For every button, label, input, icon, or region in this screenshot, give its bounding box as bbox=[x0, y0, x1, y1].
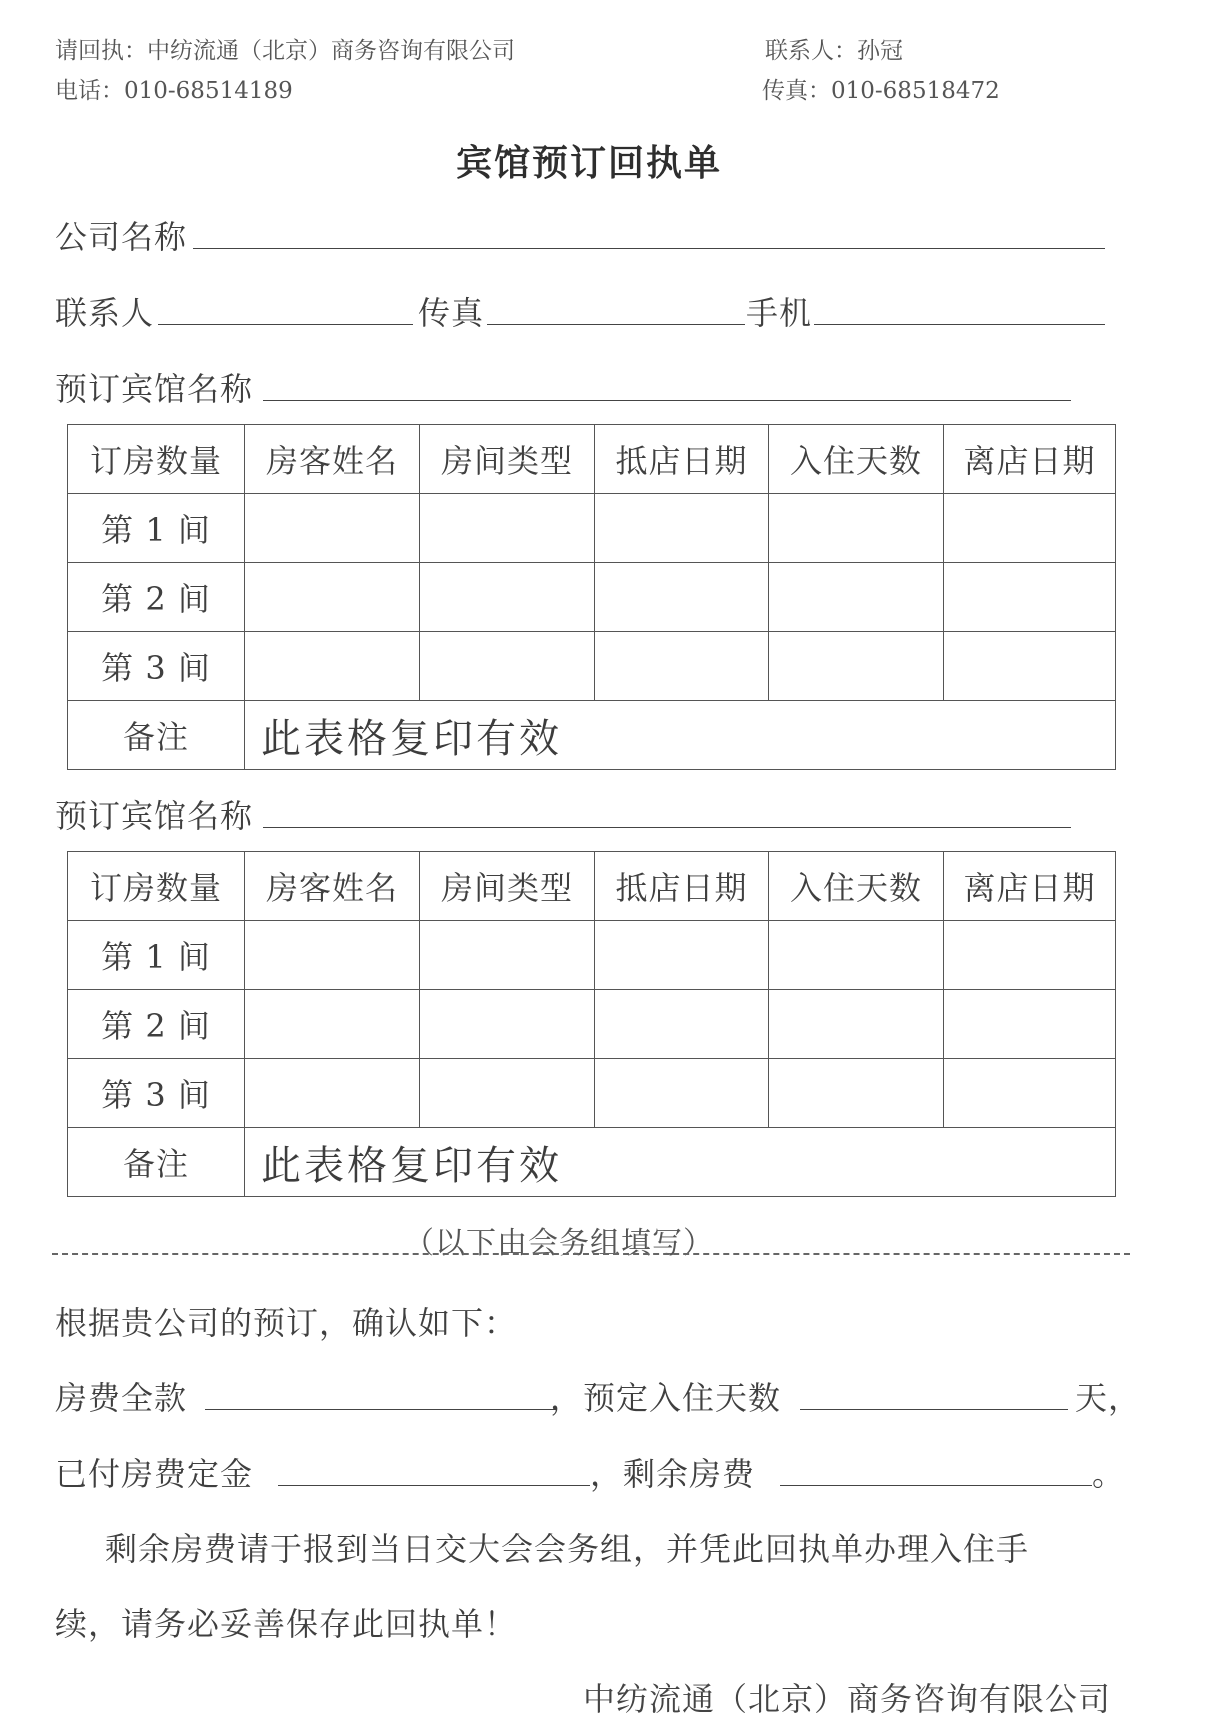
contact-text: 联系人：孙冠 bbox=[765, 38, 903, 64]
header-cell: 入住天数 bbox=[769, 425, 944, 494]
full-fee-input-line[interactable] bbox=[205, 1409, 555, 1410]
mobile-label: 手机 bbox=[746, 294, 813, 332]
stay-days-cell[interactable] bbox=[769, 563, 944, 632]
full-fee-label: 房费全款 bbox=[55, 1379, 188, 1417]
room-type-cell[interactable] bbox=[420, 494, 595, 563]
header-cell: 离店日期 bbox=[944, 425, 1116, 494]
room-type-cell[interactable] bbox=[420, 1059, 595, 1128]
table-row bbox=[68, 563, 1116, 632]
guest-name-cell[interactable] bbox=[245, 1059, 420, 1128]
stay-days-cell[interactable] bbox=[769, 921, 944, 990]
departure-date-cell[interactable] bbox=[944, 632, 1116, 701]
room-label: 第 1 间 bbox=[68, 921, 245, 990]
remaining-fee-input-line[interactable] bbox=[780, 1485, 1092, 1486]
booking-table-1 bbox=[67, 424, 1116, 770]
stay-days-prefix: ，预定入住天数 bbox=[550, 1379, 782, 1417]
note-label: 备注 bbox=[68, 701, 245, 770]
table-row bbox=[68, 1059, 1116, 1128]
contact-person-label: 联系人 bbox=[55, 294, 155, 332]
header-cell: 订房数量 bbox=[68, 425, 245, 494]
room-label: 第 2 间 bbox=[68, 990, 245, 1059]
note-text: 此表格复印有效 bbox=[245, 701, 1116, 770]
stay-days-suffix: 天， bbox=[1075, 1379, 1142, 1417]
fax-input-line[interactable] bbox=[487, 324, 745, 325]
remaining-fee-prefix: ，剩余房费 bbox=[590, 1455, 756, 1493]
hotel-name-input-line-2[interactable] bbox=[263, 827, 1071, 828]
guest-name-cell[interactable] bbox=[245, 921, 420, 990]
dashed-divider bbox=[52, 1253, 1130, 1255]
company-label: 公司名称 bbox=[55, 218, 188, 256]
room-label: 第 1 间 bbox=[68, 494, 245, 563]
table-note-row bbox=[68, 701, 1116, 770]
header-cell: 房间类型 bbox=[420, 425, 595, 494]
stay-days-cell[interactable] bbox=[769, 990, 944, 1059]
guest-name-cell[interactable] bbox=[245, 563, 420, 632]
table-note-row bbox=[68, 1128, 1116, 1197]
notice-line-2: 续，请务必妥善保存此回执单！ bbox=[55, 1605, 518, 1643]
company-input-line[interactable] bbox=[193, 248, 1105, 249]
arrival-date-cell[interactable] bbox=[595, 563, 769, 632]
departure-date-cell[interactable] bbox=[944, 563, 1116, 632]
stay-days-cell[interactable] bbox=[769, 632, 944, 701]
header-cell: 房间类型 bbox=[420, 852, 595, 921]
separator-label: （以下由会务组填写） bbox=[404, 1226, 714, 1261]
phone-text: 电话：010-68514189 bbox=[55, 78, 293, 104]
arrival-date-cell[interactable] bbox=[595, 921, 769, 990]
header-cell: 房客姓名 bbox=[245, 852, 420, 921]
room-label: 第 2 间 bbox=[68, 563, 245, 632]
guest-name-cell[interactable] bbox=[245, 494, 420, 563]
room-type-cell[interactable] bbox=[420, 921, 595, 990]
footer-company: 中纺流通（北京）商务咨询有限公司 bbox=[583, 1680, 1112, 1718]
contact-person-input-line[interactable] bbox=[158, 324, 413, 325]
stay-days-input-line[interactable] bbox=[800, 1409, 1068, 1410]
stay-days-cell[interactable] bbox=[769, 1059, 944, 1128]
remaining-fee-period: 。 bbox=[1092, 1455, 1126, 1493]
departure-date-cell[interactable] bbox=[944, 990, 1116, 1059]
table-header-row bbox=[68, 425, 1116, 494]
header-cell: 抵店日期 bbox=[595, 425, 769, 494]
arrival-date-cell[interactable] bbox=[595, 1059, 769, 1128]
departure-date-cell[interactable] bbox=[944, 494, 1116, 563]
confirmation-intro: 根据贵公司的预订，确认如下： bbox=[55, 1304, 518, 1342]
table-row bbox=[68, 990, 1116, 1059]
page-title: 宾馆预订回执单 bbox=[456, 142, 723, 184]
departure-date-cell[interactable] bbox=[944, 1059, 1116, 1128]
table-row bbox=[68, 921, 1116, 990]
fax-label: 传真 bbox=[418, 294, 485, 332]
fax-text: 传真：010-68518472 bbox=[762, 78, 1000, 104]
mobile-input-line[interactable] bbox=[814, 324, 1105, 325]
deposit-input-line[interactable] bbox=[278, 1485, 590, 1486]
room-type-cell[interactable] bbox=[420, 632, 595, 701]
room-type-cell[interactable] bbox=[420, 990, 595, 1059]
guest-name-cell[interactable] bbox=[245, 632, 420, 701]
note-label: 备注 bbox=[68, 1128, 245, 1197]
deposit-label: 已付房费定金 bbox=[55, 1455, 254, 1493]
table-row bbox=[68, 494, 1116, 563]
reply-to-text: 请回执：中纺流通（北京）商务咨询有限公司 bbox=[55, 38, 515, 64]
hotel-name-input-line-1[interactable] bbox=[263, 400, 1071, 401]
stay-days-cell[interactable] bbox=[769, 494, 944, 563]
header-cell: 订房数量 bbox=[68, 852, 245, 921]
header-cell: 抵店日期 bbox=[595, 852, 769, 921]
guest-name-cell[interactable] bbox=[245, 990, 420, 1059]
table-row bbox=[68, 632, 1116, 701]
hotel-name-label-2: 预订宾馆名称 bbox=[55, 797, 254, 835]
arrival-date-cell[interactable] bbox=[595, 494, 769, 563]
arrival-date-cell[interactable] bbox=[595, 990, 769, 1059]
room-label: 第 3 间 bbox=[68, 1059, 245, 1128]
note-text: 此表格复印有效 bbox=[245, 1128, 1116, 1197]
hotel-name-label-1: 预订宾馆名称 bbox=[55, 370, 254, 408]
header-cell: 离店日期 bbox=[944, 852, 1116, 921]
arrival-date-cell[interactable] bbox=[595, 632, 769, 701]
notice-line-1: 剩余房费请于报到当日交大会会务组，并凭此回执单办理入住手 bbox=[105, 1530, 1030, 1568]
booking-table-2 bbox=[67, 851, 1116, 1197]
departure-date-cell[interactable] bbox=[944, 921, 1116, 990]
header-cell: 入住天数 bbox=[769, 852, 944, 921]
room-type-cell[interactable] bbox=[420, 563, 595, 632]
table-header-row bbox=[68, 852, 1116, 921]
room-label: 第 3 间 bbox=[68, 632, 245, 701]
header-cell: 房客姓名 bbox=[245, 425, 420, 494]
